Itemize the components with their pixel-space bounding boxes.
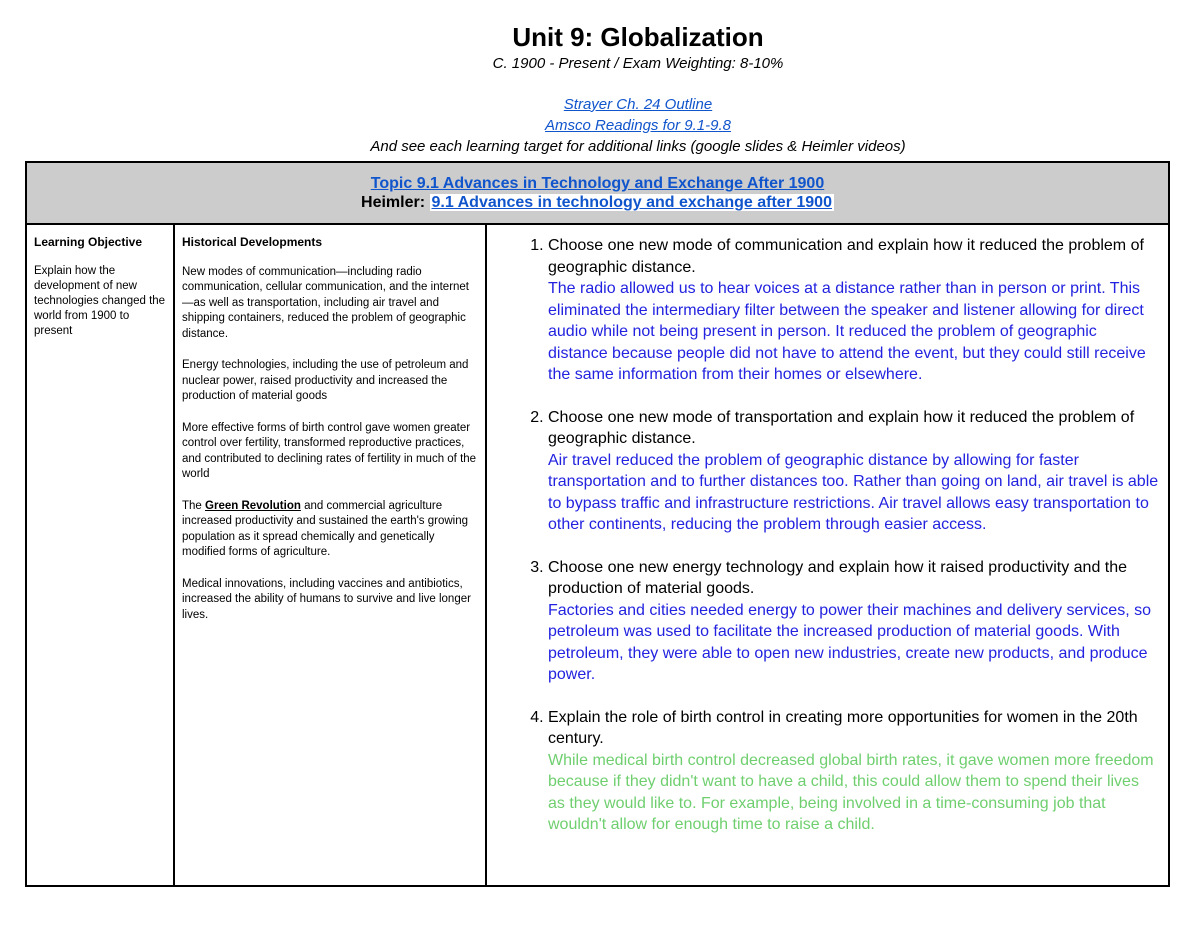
learning-objective-heading: Learning Objective	[34, 235, 143, 249]
answer-text[interactable]: While medical birth control decreased global birth rates, it gave women more freedom because if they didn't want to have a child, this could allow them to spend their lives as they would like to. For example, being involved in a time-consuming job that wouldn't allow for enough time to raise a child.	[548, 751, 1154, 833]
questions-cell	[486, 224, 1169, 886]
page-title: Unit 9: Globalization	[512, 22, 764, 52]
strayer-outline-link[interactable]: Strayer Ch. 24 Outline	[563, 96, 713, 113]
heimler-video-link[interactable]: 9.1 Advances in technology and exchange after 1900	[431, 194, 832, 211]
amsco-readings-link[interactable]: Amsco Readings for 9.1-9.8	[545, 117, 731, 134]
question-text: 1. Choose one new mode of communication and explain how it reduced the problem of geographic distance.	[548, 237, 1144, 276]
question-text: 4. Explain the role of birth control in creating more opportunities for women in the 20th century.	[548, 708, 1138, 747]
development-communication: New modes of communication—including radio communication, cellular communication, and the internet—as well as transportation, including air travel and shipping containers, reduced the problem of geographic distance.	[182, 265, 470, 340]
unit-table	[25, 161, 1170, 887]
question-item	[548, 557, 1160, 686]
development-energy: Energy technologies, including the use of petroleum and nuclear power, raised productivity and increased the production of material goods	[182, 359, 469, 402]
historical-developments-heading: Historical Developments	[182, 235, 323, 249]
question-text: 3. Choose one new energy technology and explain how it raised productivity and the production of material goods.	[548, 558, 1128, 597]
resource-links	[0, 94, 1200, 157]
answer-text[interactable]: The radio allowed us to hear voices at a distance rather than in person or print. This eliminated the intermediary filter between the speaker and listener allowing for direct audio while not being present in person. It reduced the problem of geographic distance because people did not have to attend the event, but they could still receive the same information from their homes or elsewhere.	[548, 280, 1146, 383]
heimler-label: Heimler:	[361, 194, 426, 211]
page-subtitle: C. 1900 - Present / Exam Weighting: 8-10%	[492, 55, 784, 72]
development-green-revolution: The Green Revolution and commercial agriculture increased productivity and sustained the earth's growing population as it spread chemically and genetically modified forms of agriculture.	[182, 499, 469, 558]
topic-title-link[interactable]: Topic 9.1 Advances in Technology and Exchange After 1900	[370, 175, 825, 192]
development-medical: Medical innovations, including vaccines and antibiotics, increased the ability of humans to survive and live longer lives.	[182, 577, 471, 621]
questions-list	[521, 235, 1160, 836]
question-text: 2. Choose one new mode of transportation and explain how it reduced the problem of geographic distance.	[548, 408, 1135, 447]
links-note: And see each learning target for additional links (google slides & Heimler videos)	[370, 138, 906, 155]
answer-text[interactable]: Factories and cities needed energy to power their machines and delivery services, so petroleum was used to facilitate the increased production of material goods. With petroleum, they were able to open new industries, create new products, and produce power.	[548, 601, 1151, 683]
learning-objective-cell	[26, 224, 174, 886]
historical-developments-cell	[174, 224, 486, 886]
question-item	[548, 235, 1160, 386]
question-item	[548, 707, 1160, 836]
learning-objective-text: Explain how the development of new technologies changed the world from 1900 to present	[34, 265, 166, 337]
green-revolution-link[interactable]: Green Revolution	[205, 499, 301, 512]
question-item	[548, 407, 1160, 536]
document-header	[0, 22, 1200, 157]
answer-text[interactable]: Air travel reduced the problem of geographic distance by allowing for faster transportation and to further distances too. Rather than going on land, air travel is able to bypass traffic and infrastructure restrictions. Air travel allows easy transportation to other continents, reducing the problem through easier access.	[548, 451, 1159, 533]
development-birth-control: More effective forms of birth control gave women greater control over fertility, transformed reproductive practices, and contributed to declining rates of fertility in much of the world	[182, 421, 477, 480]
topic-header-cell	[26, 162, 1169, 224]
